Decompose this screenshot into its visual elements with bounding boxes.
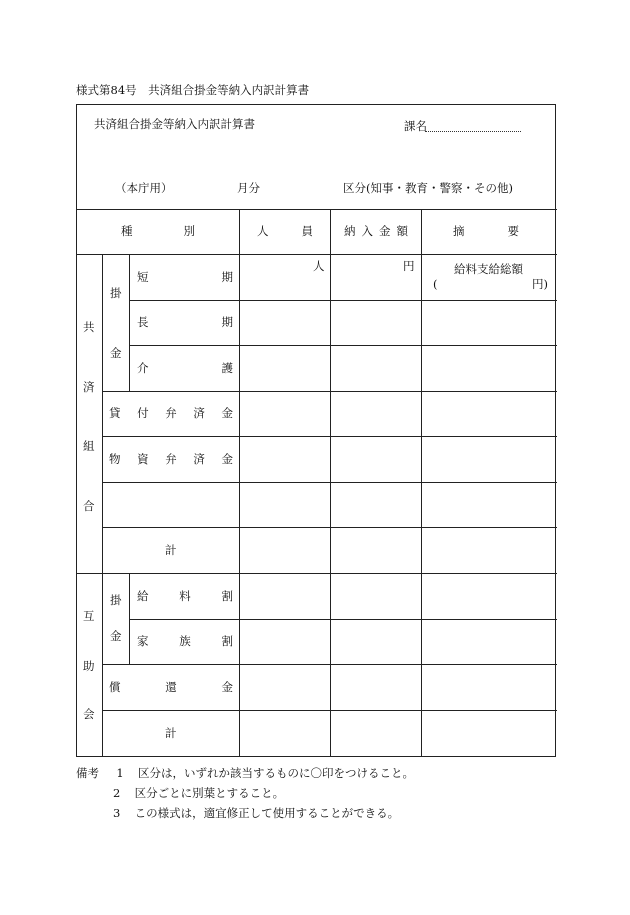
col-line-1	[239, 209, 240, 757]
row-line-refund	[102, 710, 557, 711]
row-line-loan	[102, 436, 557, 437]
gojo-char-1: 互	[83, 609, 95, 623]
gojo-subtotal-label: 計	[165, 726, 177, 740]
note-2: 2 区分ごとに別葉とすること。	[113, 786, 285, 800]
col-line-2	[330, 209, 331, 757]
kakekin-col-line-1	[129, 254, 130, 391]
kakekin-char-1: 掛	[110, 286, 122, 300]
header-remarks: 摘 要	[453, 224, 519, 238]
header-amount: 納 入 金 額	[344, 224, 408, 238]
gojo-char-3: 会	[83, 707, 95, 721]
loan-repay-label: 貸 付 弁 済 金	[109, 406, 233, 420]
notes-label: 備考	[76, 766, 99, 780]
month-label: 月分	[237, 181, 260, 195]
salary-total-label: 給料支給総額	[454, 262, 523, 276]
kyosai-char-2: 済	[83, 380, 95, 394]
form-frame	[76, 104, 556, 757]
note-1: 備考 1 区分は，いずれか該当するものに〇印をつけること。	[76, 766, 414, 780]
unit-yen: 円	[403, 259, 415, 273]
office-label: （本庁用）	[115, 181, 173, 195]
group-col-line	[102, 254, 103, 757]
kyosai-char-3: 組	[83, 439, 95, 453]
refund-label: 償 還 金	[109, 680, 233, 694]
header-persons: 人 員	[257, 224, 313, 238]
kyosai-char-4: 合	[83, 499, 95, 513]
care-label: 介 護	[137, 361, 233, 375]
doc-title: 共済組合掛金等納入内訳計算書	[94, 117, 255, 131]
gojo-char-2: 助	[83, 659, 95, 673]
row-line-family	[102, 664, 557, 665]
kyosai-char-1: 共	[83, 320, 95, 334]
column-header-divider	[77, 254, 557, 255]
form-title: 様式第84号 共済組合掛金等納入内訳計算書	[76, 83, 310, 97]
kyosai-subtotal-label: 計	[165, 543, 177, 557]
row-line-goods	[102, 482, 557, 483]
note-3: 3 この様式は，適宜修正して使用することができる。	[113, 806, 400, 820]
header-divider	[77, 209, 557, 210]
header-type: 種 別	[121, 224, 195, 238]
gojo-kakekin-char-2: 金	[110, 629, 122, 643]
row-line-salary	[129, 619, 557, 620]
short-term-label: 短 期	[137, 270, 233, 284]
section-label: 課名	[404, 119, 427, 133]
gojo-kakekin-char-1: 掛	[110, 593, 122, 607]
long-term-label: 長 期	[137, 315, 233, 329]
section-input-line[interactable]	[425, 131, 521, 132]
row-line-blank	[102, 527, 557, 528]
salary-paren-close: 円)	[532, 277, 548, 291]
row-line-kyosai-total	[77, 573, 557, 574]
row-line-short	[129, 300, 557, 301]
goods-repay-label: 物 資 弁 済 金	[109, 452, 233, 466]
row-line-long	[129, 345, 557, 346]
unit-person: 人	[313, 259, 325, 273]
kakekin-char-2: 金	[110, 346, 122, 360]
category-label: 区分(知事・教育・警察・その他)	[343, 181, 513, 195]
salary-paren-open: (	[433, 277, 438, 291]
family-rate-label: 家 族 割	[137, 634, 233, 648]
col-line-3	[421, 209, 422, 757]
salary-rate-label: 給 料 割	[137, 589, 233, 603]
row-line-care	[102, 391, 557, 392]
